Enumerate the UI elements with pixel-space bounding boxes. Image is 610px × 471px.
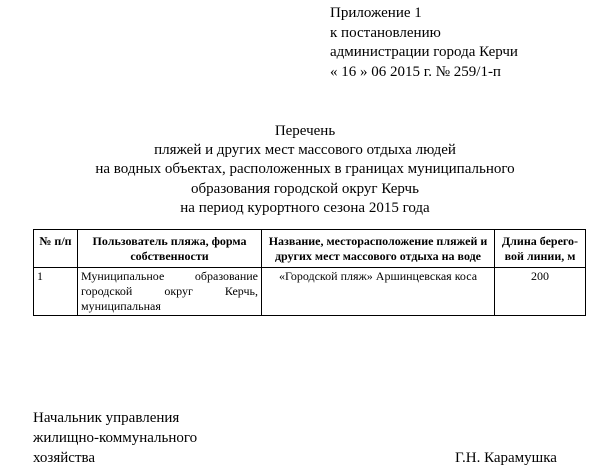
beaches-table (33, 229, 586, 316)
table-row (34, 268, 586, 316)
signatory-position (33, 408, 197, 468)
cell-number: 1 (34, 268, 78, 316)
heading-line-5: на период курортного сезона 2015 года (180, 199, 430, 216)
position-line-3: хозяйства (33, 450, 96, 466)
heading-line-2: пляжей и других мест массового отдыха людей (154, 142, 456, 159)
position-line-2: жилищно-коммунального (33, 430, 198, 446)
heading-line-4: образования городской округ Керчь (191, 180, 419, 197)
appendix-date-number: « 16 » 06 2015 г. № 259/1-п (330, 63, 501, 80)
header-shoreline-length: Длина берего-вой линии, м (495, 230, 586, 268)
cell-shoreline-length: 200 (495, 268, 586, 316)
position-line-1: Начальник управления (33, 410, 180, 426)
appendix-title: Приложение 1 (330, 5, 422, 21)
appendix-block (330, 4, 518, 82)
header-user: Пользователь пляжа, форма собственности (78, 230, 262, 268)
heading-line-3: на водных объектах, расположенных в границах муниципального (95, 161, 515, 178)
appendix-reference: к постановлению (330, 24, 441, 41)
header-name-location: Название, месторасположение пляжей и других мест массового отдыха на воде (262, 230, 495, 268)
cell-user: Муниципальное образование городской округ Керчь, муниципальная (78, 268, 262, 316)
document-heading (40, 122, 570, 218)
header-number: № п/п (34, 230, 78, 268)
cell-name-location: «Городской пляж» Аршинцевская коса (262, 268, 495, 316)
table-header-row (34, 230, 586, 268)
heading-title: Перечень (274, 123, 336, 139)
signatory-name: Г.Н. Карамушка (455, 450, 557, 466)
appendix-authority: администрации города Керчи (330, 44, 518, 60)
